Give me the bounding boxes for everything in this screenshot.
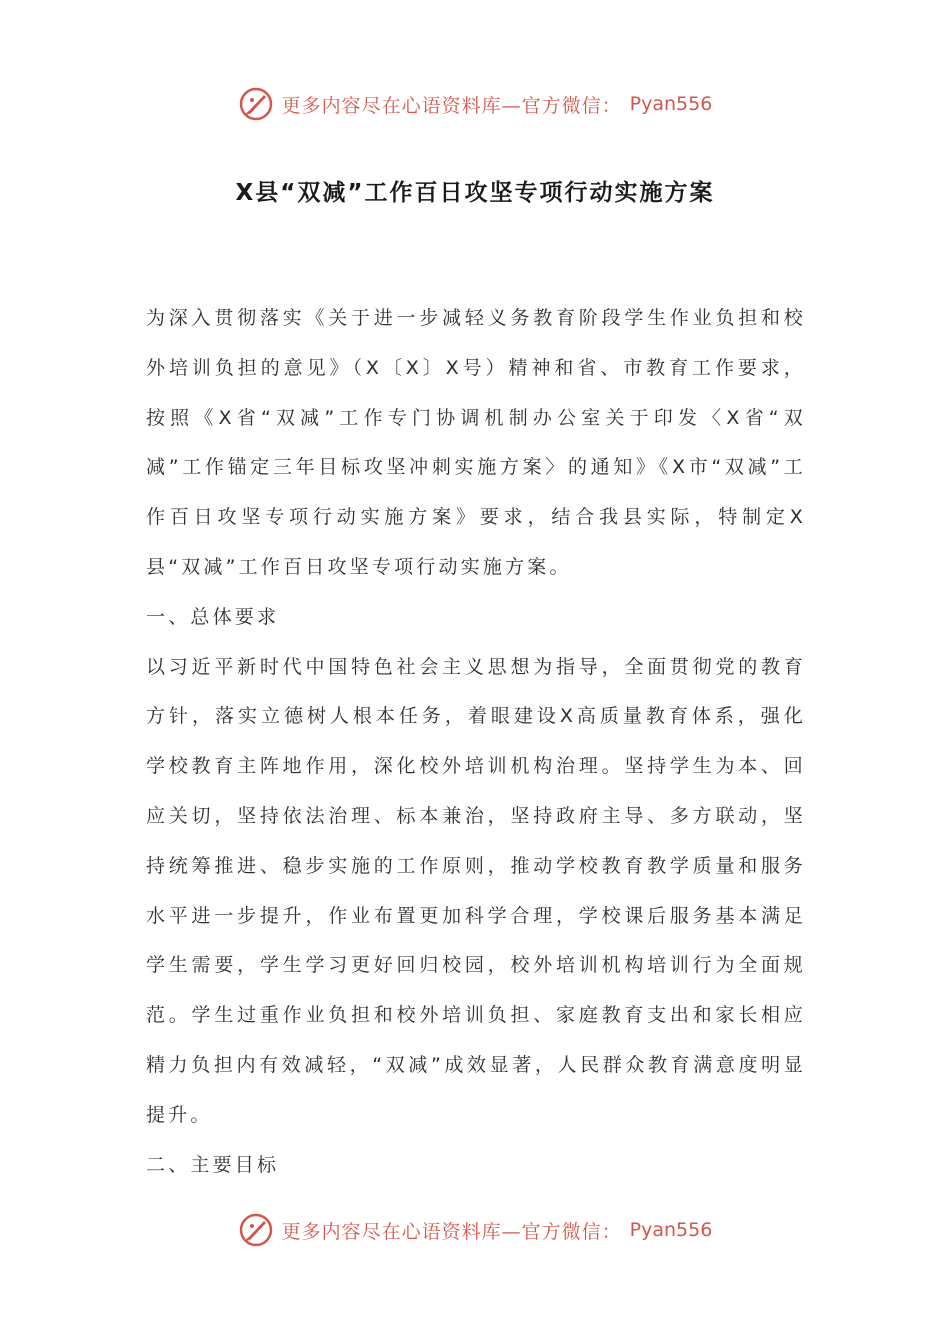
- document-body: [146, 294, 806, 1190]
- intro-paragraph: 为深入贯彻落实《关于进一步减轻义务教育阶段学生作业负担和校外培训负担的意见》（X〔X〕X号）精神和省、市教育工作要求，按照《X省“双减”工作专门协调机制办公室关于印发〈X省“双减”工作锚定三年目标攻坚冲刺实施方案〉的通知》《X市“双减”工作百日攻坚专项行动实施方案》要求，结合我县实际，特制定X县“双减”工作百日攻坚专项行动实施方案。: [146, 307, 806, 578]
- document-title: X县“双减”工作百日攻坚专项行动实施方案: [235, 180, 715, 206]
- watermark-banner-top: [0, 82, 950, 126]
- watermark-text: 更多内容尽在心语资料库—官方微信：: [281, 94, 622, 117]
- watermark-banner-bottom: [0, 1208, 950, 1252]
- watermark-text: 更多内容尽在心语资料库—官方微信：: [281, 1220, 622, 1243]
- watermark-wechat-id: Pyan556: [629, 1219, 713, 1241]
- section-1-heading: 一、总体要求: [146, 605, 280, 628]
- quill-logo-icon: [238, 1212, 274, 1248]
- section-2-heading: 二、主要目标: [146, 1153, 280, 1176]
- watermark-wechat-id: Pyan556: [629, 93, 713, 115]
- section-1-paragraph: 以习近平新时代中国特色社会主义思想为指导，全面贯彻党的教育方针，落实立德树人根本任务，着眼建设X高质量教育体系，强化学校教育主阵地作用，深化校外培训机构治理。坚持学生为本、回应关切，坚持依法治理、标本兼治，坚持政府主导、多方联动，坚持统筹推进、稳步实施的工作原则，推动学校教育教学质量和服务水平进一步提升，作业布置更加科学合理，学校课后服务基本满足学生需要，学生学习更好回归校园，校外培训机构培训行为全面规范。学生过重作业负担和校外培训负担、家庭教育支出和家长相应精力负担内有效减轻，“双减”成效显著，人民群众教育满意度明显提升。: [146, 655, 806, 1126]
- quill-logo-icon: [238, 86, 274, 122]
